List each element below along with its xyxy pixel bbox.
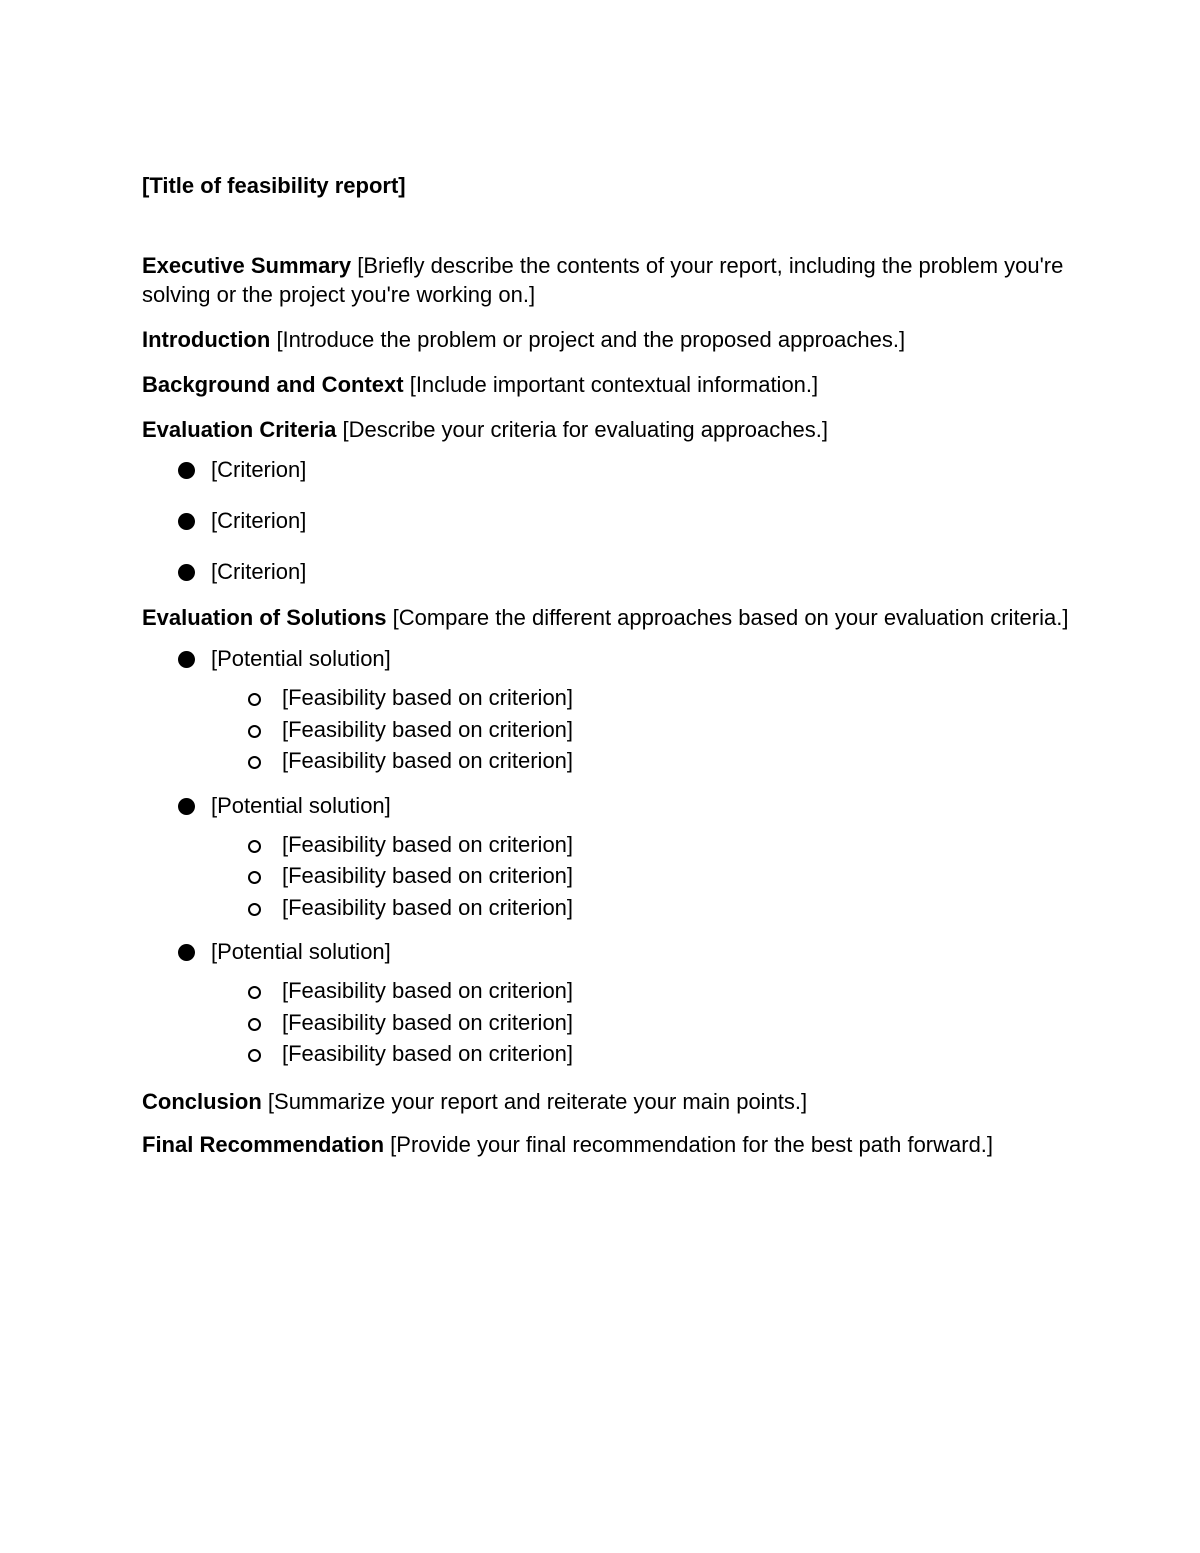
conclusion-section bbox=[142, 1087, 1072, 1116]
solution-item bbox=[142, 644, 1072, 777]
feasibility-item bbox=[142, 1038, 1072, 1070]
bullet-circle-icon bbox=[248, 756, 261, 769]
feasibility-text: [Feasibility based on criterion] bbox=[282, 1041, 574, 1066]
evaluation-of-solutions-text: [Compare the different approaches based on your evaluation criteria.] bbox=[392, 605, 1069, 630]
feasibility-list bbox=[142, 682, 1072, 777]
report-title: [Title of feasibility report] bbox=[142, 173, 406, 198]
conclusion-heading: Conclusion bbox=[142, 1088, 262, 1114]
feasibility-list bbox=[142, 829, 1072, 924]
criterion-text: [Criterion] bbox=[211, 457, 307, 482]
feasibility-text: [Feasibility based on criterion] bbox=[282, 978, 574, 1003]
bullet-disc-icon bbox=[178, 462, 195, 479]
feasibility-item bbox=[142, 714, 1072, 746]
criterion-text: [Criterion] bbox=[211, 559, 307, 584]
bullet-circle-icon bbox=[248, 725, 261, 738]
document-body bbox=[142, 170, 1072, 1175]
solution-label: [Potential solution] bbox=[211, 939, 391, 964]
bullet-circle-icon bbox=[248, 840, 261, 853]
criterion-item bbox=[142, 506, 1072, 535]
bullet-disc-icon bbox=[178, 944, 195, 961]
evaluation-of-solutions-heading: Evaluation of Solutions bbox=[142, 605, 387, 630]
introduction-section bbox=[142, 325, 1072, 354]
solution-item bbox=[142, 791, 1072, 924]
feasibility-item bbox=[142, 682, 1072, 714]
evaluation-of-solutions-section bbox=[142, 603, 1072, 632]
feasibility-text: [Feasibility based on criterion] bbox=[282, 748, 574, 773]
bullet-circle-icon bbox=[248, 1049, 261, 1062]
feasibility-text: [Feasibility based on criterion] bbox=[282, 1009, 574, 1035]
solution-line bbox=[142, 937, 1072, 966]
feasibility-item bbox=[142, 860, 1072, 892]
executive-summary-text: [Briefly describe the contents of your report, including the problem you're solving or the project you're working on.] bbox=[142, 253, 1064, 307]
conclusion-text: [Summarize your report and reiterate your main points.] bbox=[267, 1088, 808, 1114]
bullet-disc-icon bbox=[178, 564, 195, 581]
feasibility-item bbox=[142, 892, 1072, 924]
criteria-list bbox=[142, 455, 1072, 586]
feasibility-text: [Feasibility based on criterion] bbox=[282, 894, 574, 920]
criterion-item bbox=[142, 455, 1072, 484]
solution-item bbox=[142, 937, 1072, 1070]
background-text: [Include important contextual information.] bbox=[409, 372, 819, 397]
criterion-text: [Criterion] bbox=[211, 508, 307, 533]
introduction-heading: Introduction bbox=[142, 327, 271, 352]
evaluation-criteria-text: [Describe your criteria for evaluating approaches.] bbox=[342, 417, 828, 442]
bullet-circle-icon bbox=[248, 986, 261, 999]
executive-summary-section bbox=[142, 251, 1072, 309]
evaluation-criteria-section bbox=[142, 415, 1072, 444]
evaluation-criteria-heading: Evaluation Criteria bbox=[142, 417, 337, 442]
feasibility-item bbox=[142, 975, 1072, 1007]
feasibility-item bbox=[142, 1007, 1072, 1039]
background-section bbox=[142, 370, 1072, 399]
bullet-circle-icon bbox=[248, 871, 261, 884]
bullet-circle-icon bbox=[248, 903, 261, 916]
solutions-list bbox=[142, 644, 1072, 1070]
solution-label: [Potential solution] bbox=[211, 646, 391, 671]
solution-label: [Potential solution] bbox=[211, 792, 391, 818]
feasibility-list bbox=[142, 975, 1072, 1070]
feasibility-text: [Feasibility based on criterion] bbox=[282, 831, 574, 857]
criterion-item bbox=[142, 557, 1072, 586]
background-heading: Background and Context bbox=[142, 372, 404, 397]
solution-line bbox=[142, 644, 1072, 673]
bullet-disc-icon bbox=[178, 513, 195, 530]
executive-summary-heading: Executive Summary bbox=[142, 253, 352, 278]
final-recommendation-heading: Final Recommendation bbox=[142, 1131, 385, 1157]
feasibility-text: [Feasibility based on criterion] bbox=[282, 716, 574, 742]
final-recommendation-text: [Provide your final recommendation for the best path forward.] bbox=[390, 1131, 994, 1157]
solution-line bbox=[142, 791, 1072, 820]
bullet-disc-icon bbox=[178, 798, 195, 815]
introduction-text: [Introduce the problem or project and the proposed approaches.] bbox=[276, 327, 906, 352]
feasibility-item bbox=[142, 829, 1072, 861]
bullet-circle-icon bbox=[248, 1018, 261, 1031]
bullet-disc-icon bbox=[178, 651, 195, 668]
feasibility-item bbox=[142, 745, 1072, 777]
final-recommendation-section bbox=[142, 1130, 1072, 1159]
bullet-circle-icon bbox=[248, 693, 261, 706]
feasibility-text: [Feasibility based on criterion] bbox=[282, 685, 574, 710]
feasibility-text: [Feasibility based on criterion] bbox=[282, 863, 574, 888]
